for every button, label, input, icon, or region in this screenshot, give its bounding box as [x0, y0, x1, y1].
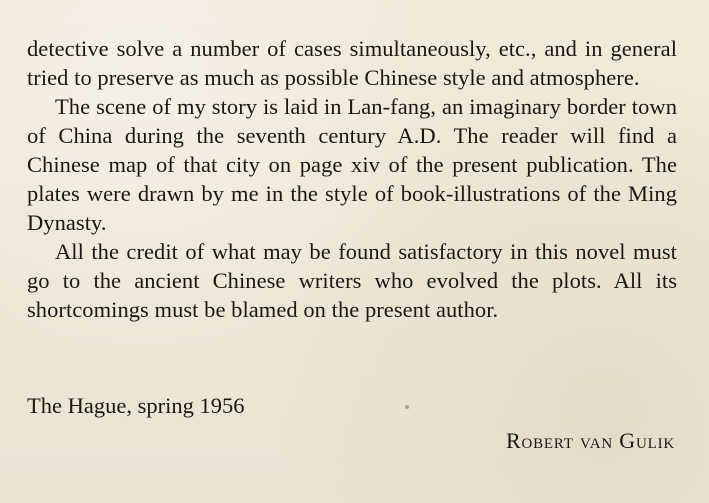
signoff: The Hague, spring 1956	[27, 393, 245, 418]
paragraph-2: The scene of my story is laid in Lan-fang, an imaginary border town of China during the seventh century A.D. The reader will find a Chinese map of that city on page xiv of the present publication. The plates were drawn by me in the style of book-illustrations of the Ming Dynasty.	[27, 94, 677, 235]
author-signature: Robert van Gulik	[505, 428, 675, 453]
preface-text	[27, 34, 677, 324]
paragraph-1: detective solve a number of cases simultaneously, etc., and in general tried to preserve as much as possible Chinese style and atmosphere.	[27, 36, 677, 90]
paper-mark	[405, 405, 409, 409]
paragraph-3: All the credit of what may be found satisfactory in this novel must go to the ancient Chinese writers who evolved the plots. All its shortcomings must be blamed on the present author.	[27, 239, 677, 322]
